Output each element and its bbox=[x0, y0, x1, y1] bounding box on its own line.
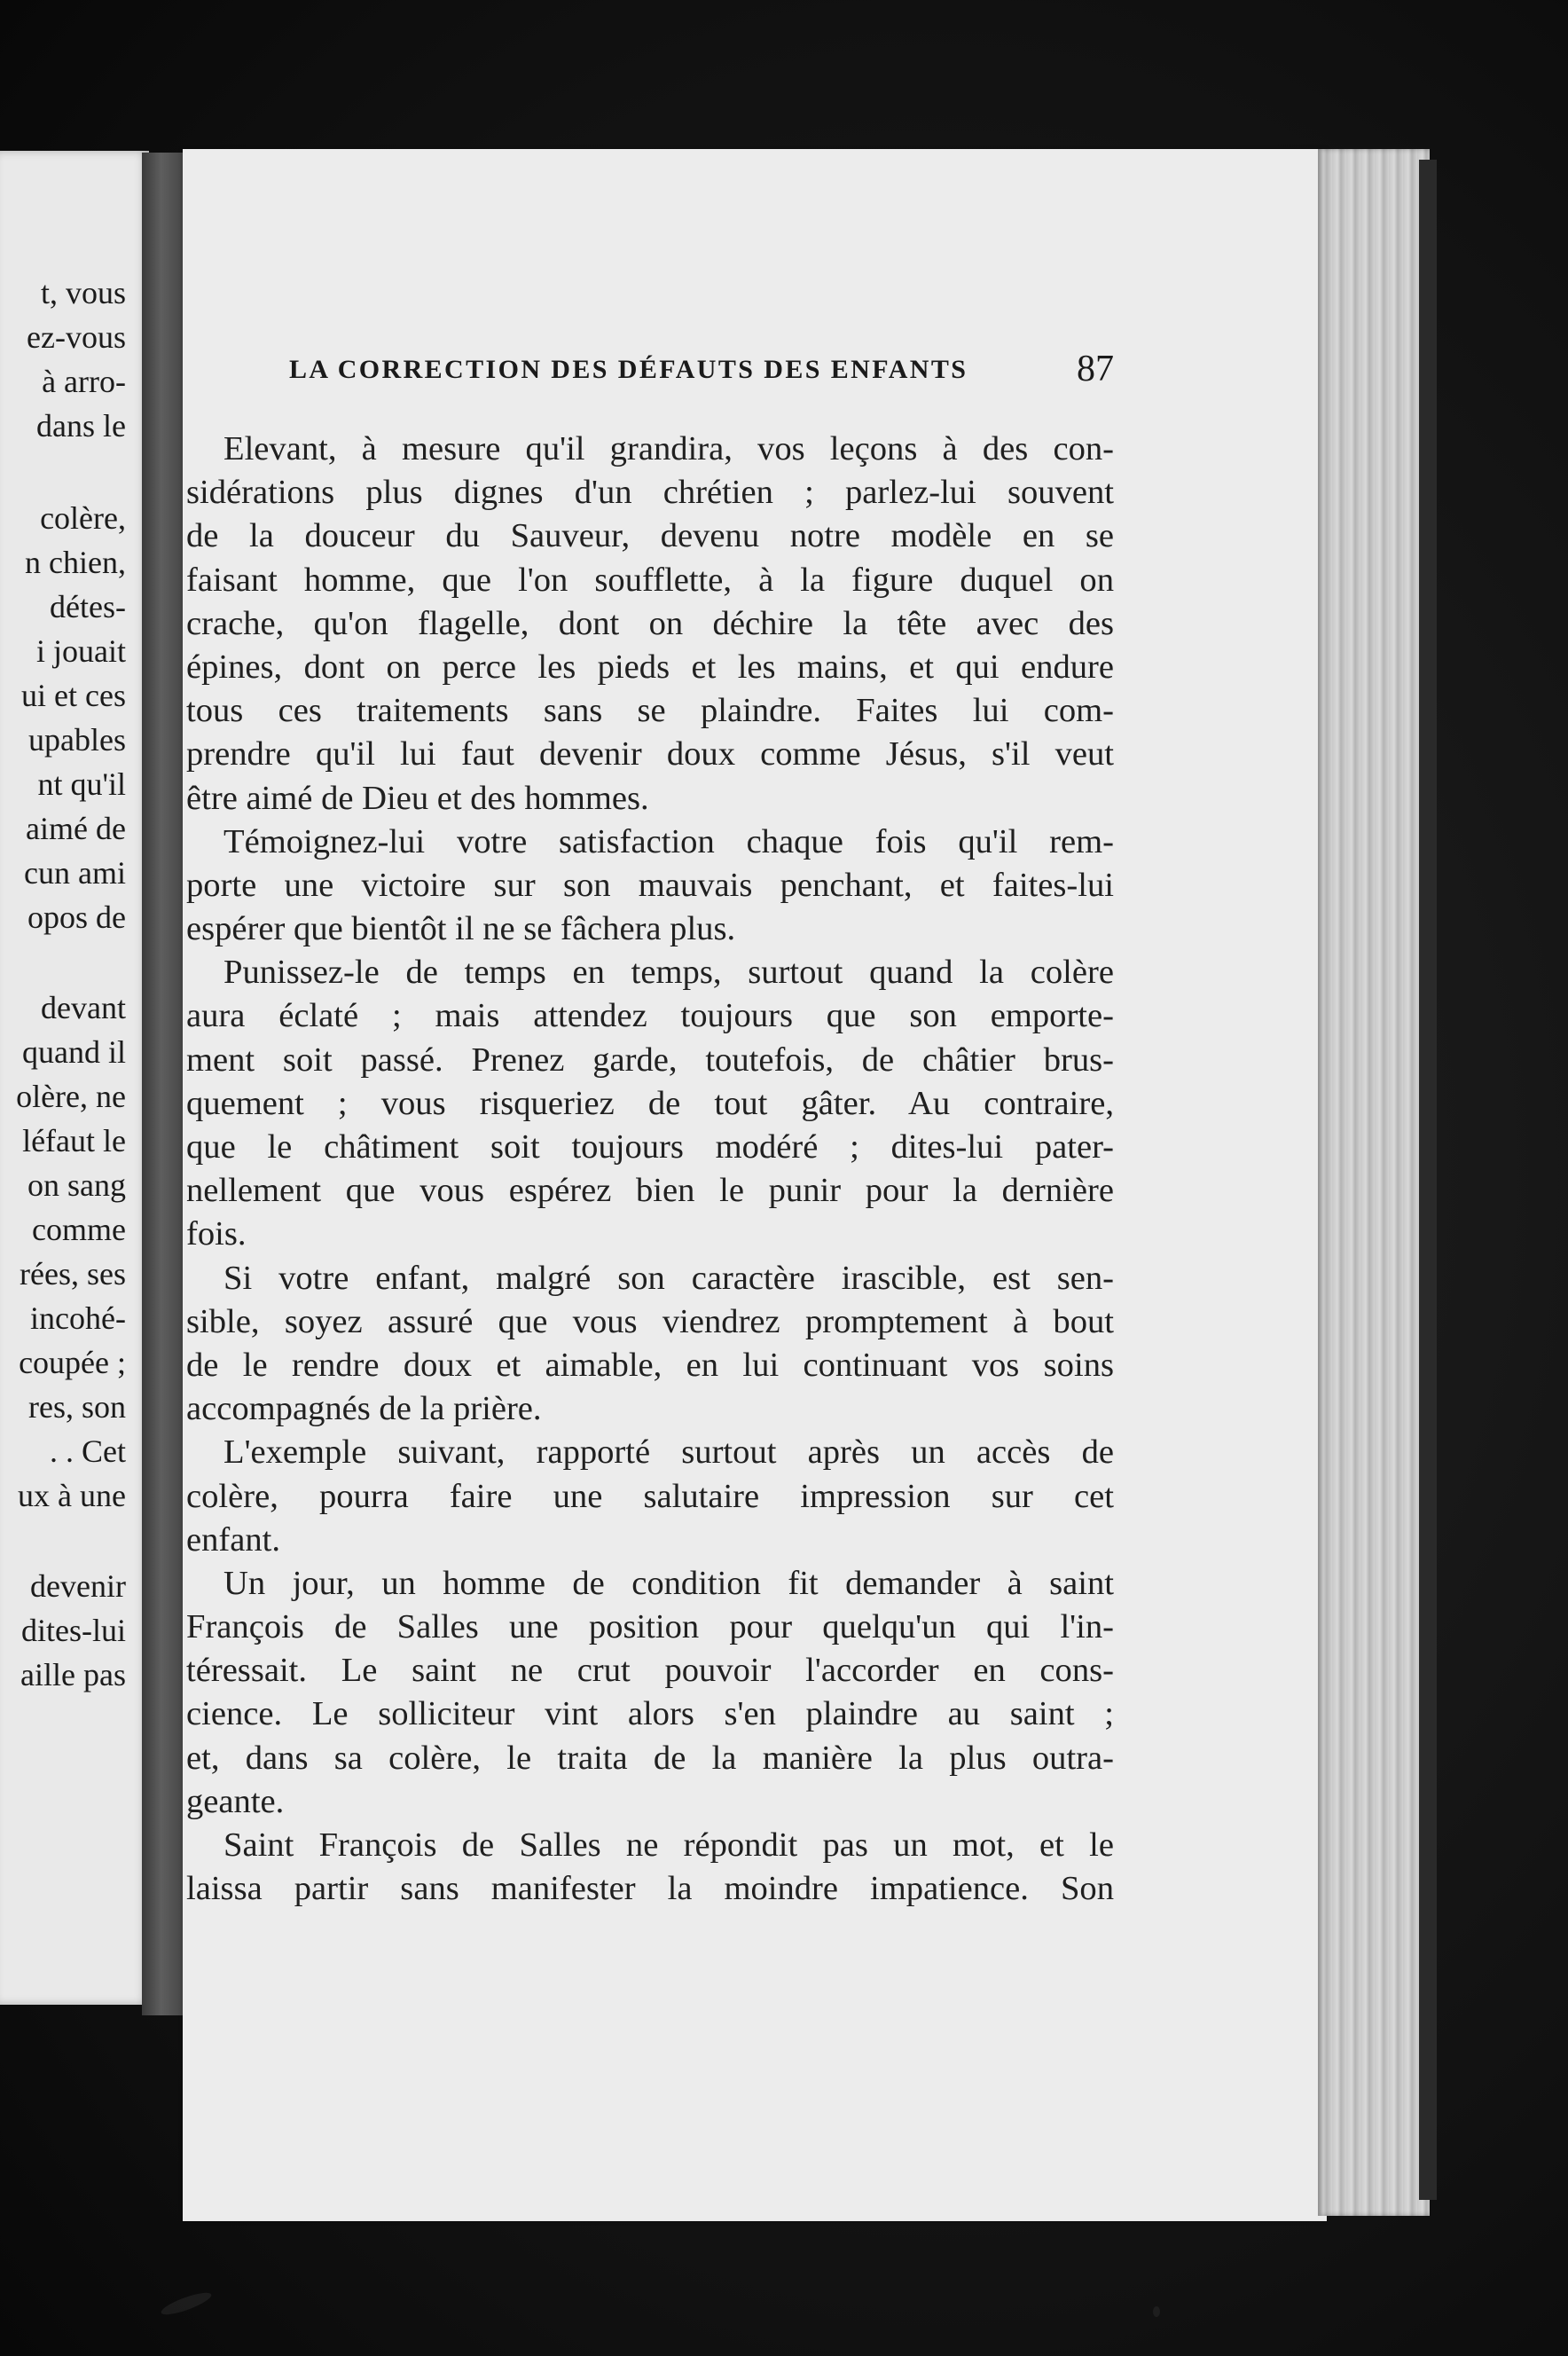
previous-page-line: devant bbox=[41, 990, 126, 1025]
previous-page-line: aimé de bbox=[26, 811, 126, 846]
text-line: épines, dont on perce les pieds et les mains, et qui endure bbox=[186, 648, 1114, 686]
previous-page-line: à arro- bbox=[42, 364, 126, 399]
text-line: porte une victoire sur son mauvais penchant, et faites-lui bbox=[186, 866, 1114, 904]
previous-page-line: t, vous bbox=[40, 275, 126, 310]
text-line: ment soit passé. Prenez garde, toutefois, de châtier brus- bbox=[186, 1041, 1114, 1079]
text-line: et, dans sa colère, le traita de la manière la plus outra- bbox=[186, 1739, 1114, 1777]
page-edges bbox=[1318, 149, 1430, 2216]
previous-page-line: détes- bbox=[50, 589, 126, 624]
text-line: colère, pourra faire une salutaire impression sur cet bbox=[186, 1477, 1114, 1515]
page-edges-shadow bbox=[1419, 160, 1437, 2200]
text-line: de le rendre doux et aimable, en lui continuant vos soins bbox=[186, 1346, 1114, 1384]
previous-page-line: nt qu'il bbox=[37, 766, 126, 802]
text-line: L'exemple suivant, rapporté surtout après un accès de bbox=[223, 1433, 1114, 1472]
text-line: espérer que bientôt il ne se fâchera plus. bbox=[186, 910, 736, 948]
text-line: aura éclaté ; mais attendez toujours que son emporte- bbox=[186, 997, 1114, 1035]
previous-page-line: . . Cet bbox=[50, 1433, 126, 1469]
previous-page-line: colère, bbox=[40, 500, 126, 536]
text-line: prendre qu'il lui faut devenir doux comme Jésus, s'il veut bbox=[186, 735, 1114, 774]
text-line: Si votre enfant, malgré son caractère irascible, est sen- bbox=[223, 1259, 1114, 1297]
text-line: Punissez-le de temps en temps, surtout quand la colère bbox=[223, 954, 1114, 992]
previous-page-line: olère, ne bbox=[16, 1079, 126, 1114]
text-line: Un jour, un homme de condition fit demander à saint bbox=[223, 1564, 1114, 1602]
text-line: accompagnés de la prière. bbox=[186, 1390, 542, 1428]
previous-page-line: i jouait bbox=[36, 633, 126, 669]
text-line: nellement que vous espérez bien le punir pour la dernière bbox=[186, 1172, 1114, 1210]
text-line: que le châtiment soit toujours modéré ; dites-lui pater- bbox=[186, 1128, 1114, 1166]
previous-page-line: dites-lui bbox=[21, 1613, 126, 1648]
running-head: LA CORRECTION DES DÉFAUTS DES ENFANTS bbox=[289, 355, 968, 384]
previous-page-line: aille pas bbox=[20, 1657, 126, 1692]
previous-page-line: coupée ; bbox=[19, 1345, 126, 1380]
text-line: crache, qu'on flagelle, dont on déchire la tête avec des bbox=[186, 604, 1114, 642]
text-line: fois. bbox=[186, 1215, 247, 1253]
previous-page-line: upables bbox=[28, 722, 126, 758]
previous-page-line: on sang bbox=[27, 1167, 126, 1203]
page-header bbox=[289, 348, 1114, 392]
previous-page-line: ez-vous bbox=[27, 319, 126, 355]
previous-page-line: devenir bbox=[30, 1568, 126, 1604]
text-line: laissa partir sans manifester la moindre impatience. Son bbox=[186, 1870, 1114, 1908]
previous-page-line: incohé- bbox=[30, 1300, 126, 1336]
previous-page-line: comme bbox=[32, 1212, 126, 1247]
text-line: faisant homme, que l'on soufflette, à la figure duquel on bbox=[186, 561, 1114, 599]
text-line: François de Salles une position pour quelqu'un qui l'in- bbox=[186, 1608, 1114, 1646]
text-line: de la douceur du Sauveur, devenu notre modèle en se bbox=[186, 517, 1114, 555]
previous-page-line: quand il bbox=[22, 1034, 126, 1070]
text-line: enfant. bbox=[186, 1520, 281, 1559]
previous-page-line: cun ami bbox=[24, 855, 126, 891]
text-line: geante. bbox=[186, 1782, 285, 1820]
text-line: téressait. Le saint ne crut pouvoir l'accorder en cons- bbox=[186, 1652, 1114, 1690]
text-line: Elevant, à mesure qu'il grandira, vos leçons à des con- bbox=[223, 430, 1114, 467]
previous-page-fragment bbox=[0, 151, 149, 2005]
text-line: être aimé de Dieu et des hommes. bbox=[186, 779, 649, 817]
previous-page-line: opos de bbox=[27, 899, 126, 935]
previous-page-line: ui et ces bbox=[21, 678, 126, 713]
text-line: quement ; vous risqueriez de tout gâter. Au contraire, bbox=[186, 1084, 1114, 1122]
previous-page-line: n chien, bbox=[25, 545, 126, 580]
previous-page-line: ux à une bbox=[18, 1478, 126, 1513]
previous-page-line: rées, ses bbox=[20, 1256, 126, 1292]
previous-page-line: léfaut le bbox=[22, 1123, 126, 1158]
text-line: Témoignez-lui votre satisfaction chaque fois qu'il rem- bbox=[223, 822, 1114, 860]
body-text bbox=[186, 428, 1114, 1911]
previous-page-line: res, son bbox=[28, 1389, 126, 1425]
text-line: Saint François de Salles ne répondit pas un mot, et le bbox=[223, 1826, 1114, 1864]
previous-page-line: dans le bbox=[36, 408, 126, 444]
text-line: cience. Le solliciteur vint alors s'en plaindre au saint ; bbox=[186, 1695, 1114, 1733]
text-line: sible, soyez assuré que vous viendrez promptement à bout bbox=[186, 1302, 1114, 1340]
text-line: sidérations plus dignes d'un chrétien ; parlez-lui souvent bbox=[186, 474, 1114, 512]
scan-speck bbox=[1153, 2306, 1160, 2317]
page-number: 87 bbox=[1077, 349, 1114, 389]
text-line: tous ces traitements sans se plaindre. Faites lui com- bbox=[186, 692, 1114, 730]
